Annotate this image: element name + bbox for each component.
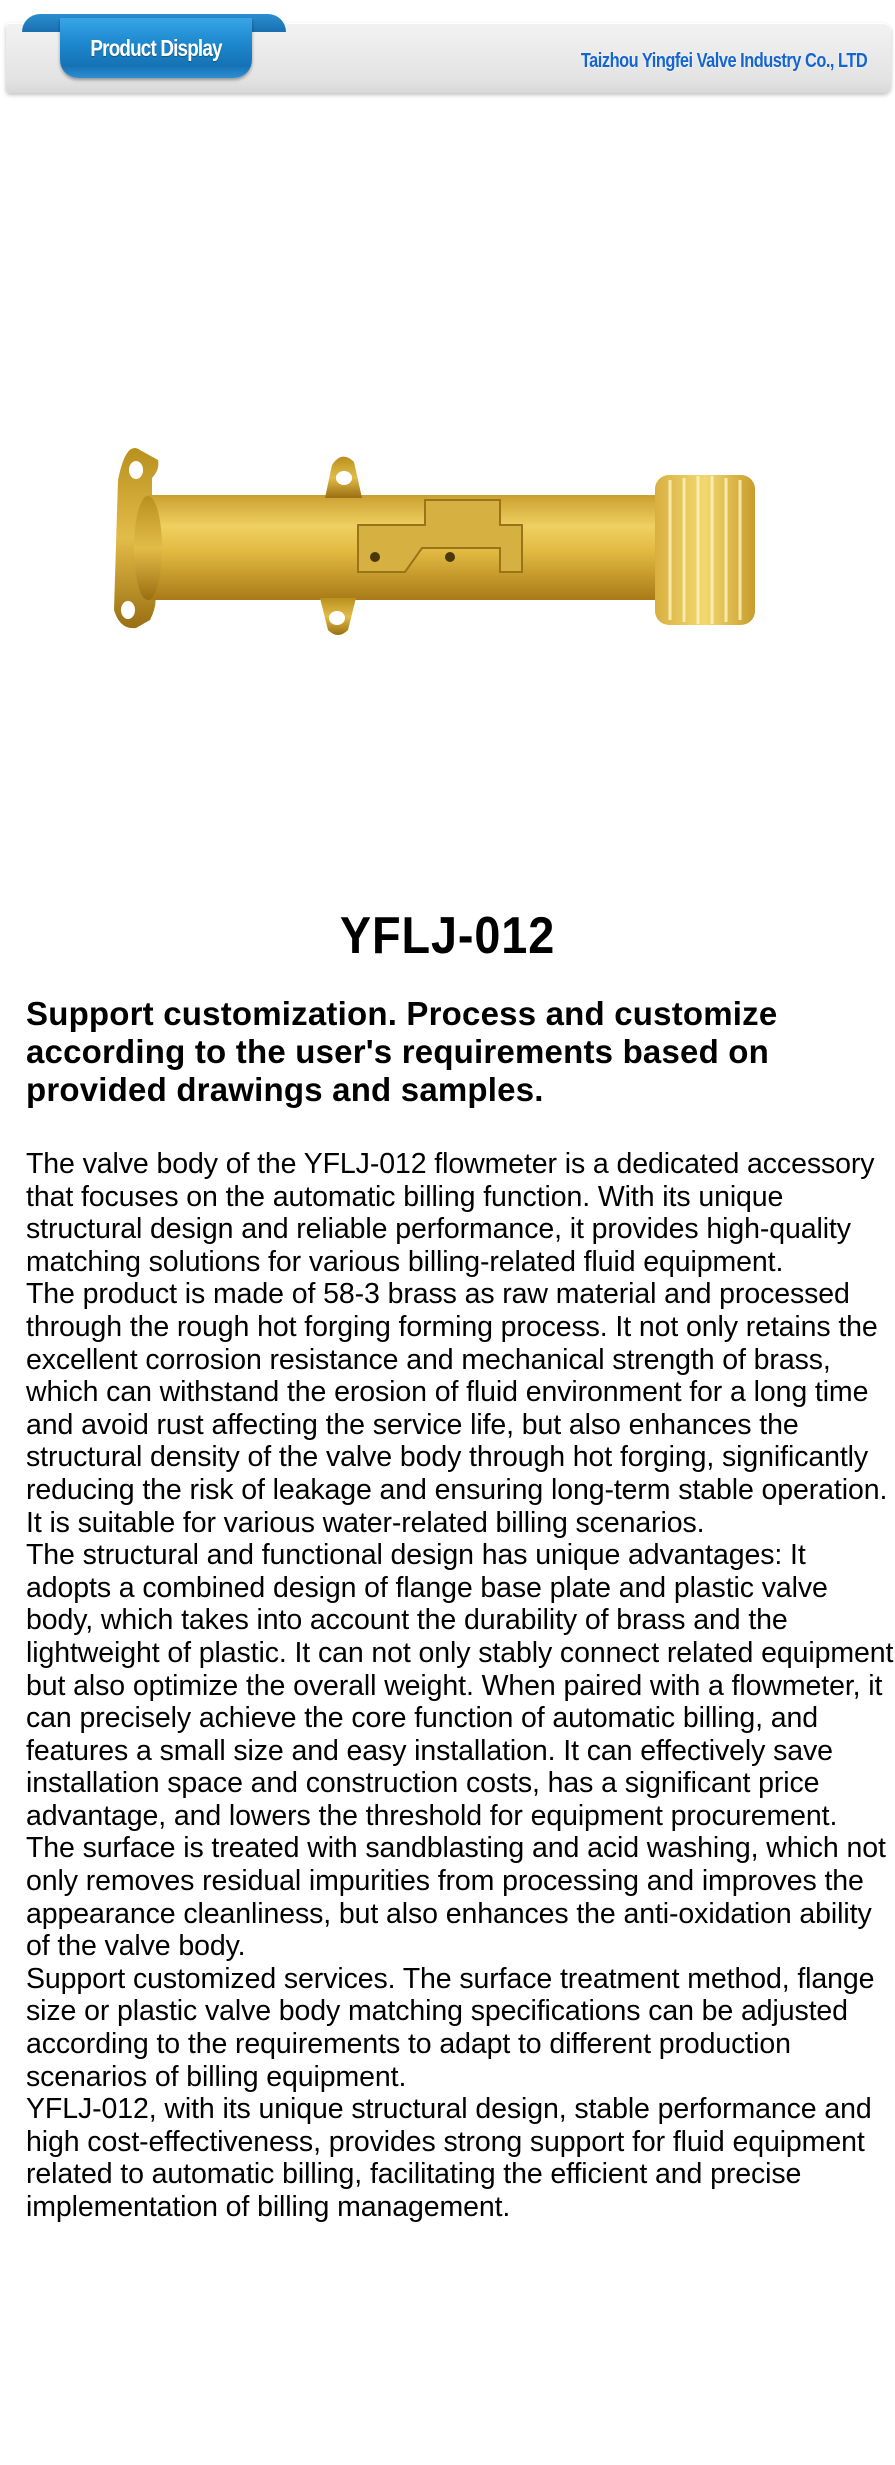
section-ribbon <box>60 18 252 78</box>
description-paragraph: Support customized services. The surface treatment method, flange size or plastic valve body matching specifications can be adjusted according to the requirements to adapt to different production scenarios of billing equipment. <box>26 1962 875 2093</box>
brass-valve-body-icon <box>100 420 800 650</box>
customization-tagline: Support customization. Process and customize according to the user's requirements based on provided drawings and samples. <box>26 995 778 1108</box>
product-image <box>100 420 800 650</box>
model-number: YFLJ-012 <box>339 907 556 965</box>
section-label: Product Display <box>90 34 222 61</box>
description-paragraph: YFLJ-012, with its unique structural design, stable performance and high cost-effectiveness, provides strong support for fluid equipment related to automatic billing, facilitating the efficient and precise implementation of billing management. <box>26 2093 872 2223</box>
description-paragraph: The product is made of 58-3 brass as raw material and processed through the rough hot forging forming process. It not only retains the excellent corrosion resistance and mechanical strength of brass, which can withstand the erosion of fluid environment for a long time and avoid rust affecting the service life, but also enhances the structural density of the valve body through hot forging, significantly reducing the risk of leakage and ensuring long-term stable operation. It is suitable for various water-related billing scenarios. <box>26 1278 888 1539</box>
product-description <box>26 1148 895 2224</box>
product-display-header <box>0 0 895 100</box>
description-paragraph: The surface is treated with sandblasting and acid washing, which not only removes residual impurities from processing and improves the appearance cleanliness, but also enhances the anti-oxidation ability of the valve body. <box>26 1832 886 1963</box>
description-paragraph: The valve body of the YFLJ-012 flowmeter is a dedicated accessory that focuses on the automatic billing function. With its unique structural design and reliable performance, it provides high-quality matching solutions for various billing-related fluid equipment. <box>26 1148 875 1278</box>
company-name: Taizhou Yingfei Valve Industry Co., LTD <box>580 50 867 72</box>
description-paragraph: The structural and functional design has unique advantages: It adopts a combined design of flange base plate and plastic valve body, which takes into account the durability of brass and the lightweight of plastic. It can not only stably connect related equipment but also optimize the overall weight. When paired with a flowmeter, it can precisely achieve the core function of automatic billing, and features a small size and easy installation. It can effectively save installation space and construction costs, has a significant price advantage, and lowers the threshold for equipment procurement. <box>26 1539 894 1832</box>
